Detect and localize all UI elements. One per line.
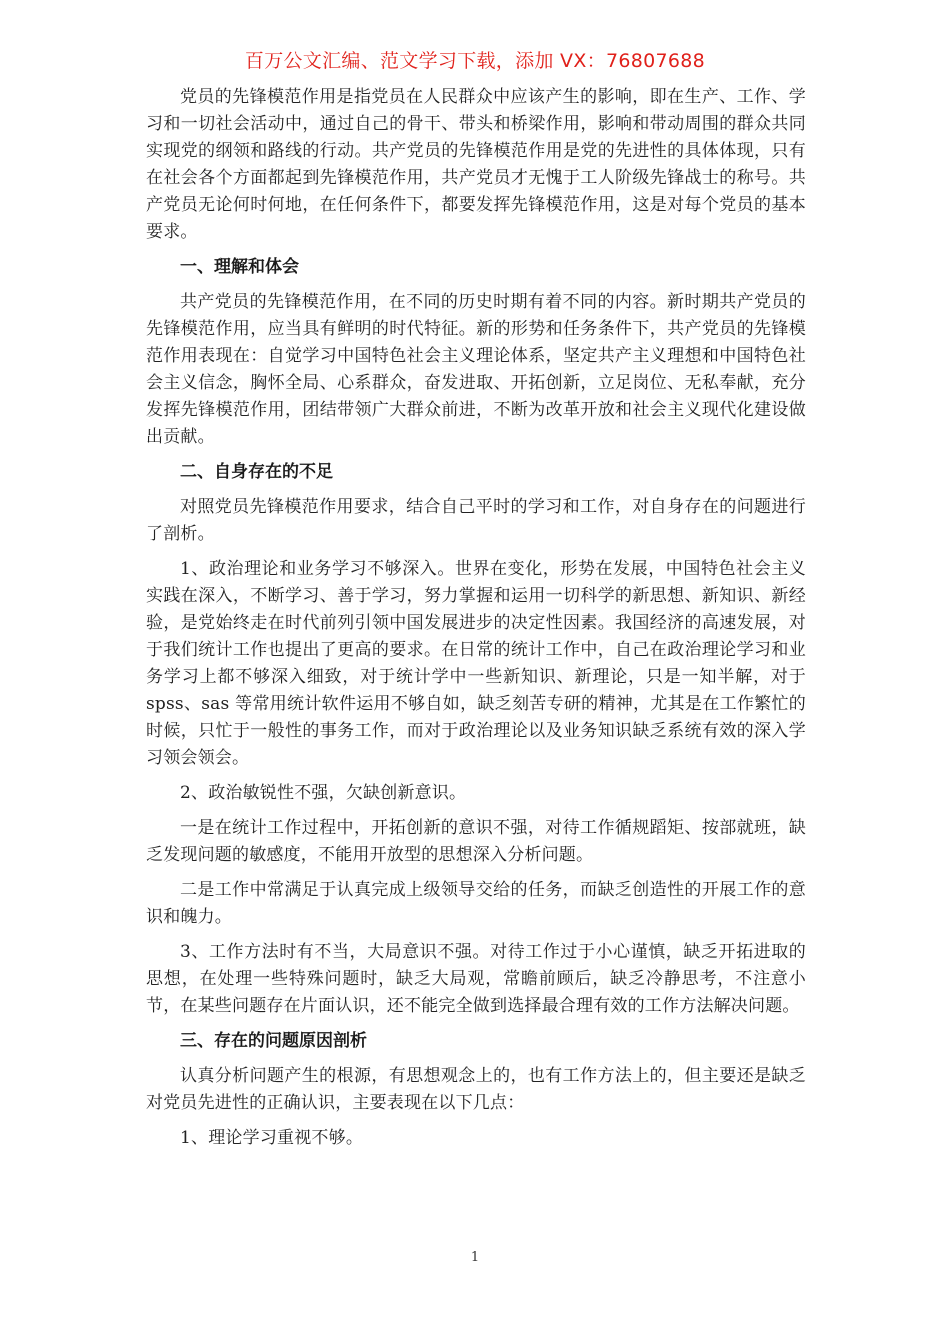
section-heading: 三、存在的问题原因剖析 <box>180 1031 367 1051</box>
paragraph: 一是在统计工作过程中，开拓创新的意识不强，对待工作循规蹈矩、按部就班，缺乏发现问题的敏感度，不能用开放型的思想深入分析问题。 <box>146 818 806 865</box>
paragraph: 2、政治敏锐性不强，欠缺创新意识。 <box>180 783 467 803</box>
paragraph: 党员的先锋模范作用是指党员在人民群众中应该产生的影响，即在生产、工作、学习和一切社会活动中，通过自己的骨干、带头和桥梁作用，影响和带动周围的群众共同实现党的纲领和路线的行动。共产党员的先锋模范作用是党的先进性的具体体现，只有在社会各个方面都起到先锋模范作用，共产党员才无愧于工人阶级先锋战士的称号。共产党员无论何时何地，在任何条件下，都要发挥先锋模范作用，这是对每个党员的基本要求。 <box>146 87 806 242</box>
paragraph: 3、工作方法时有不当，大局意识不强。对待工作过于小心谨慎，缺乏开拓进取的思想，在处理一些特殊问题时，缺乏大局观，常瞻前顾后，缺乏冷静思考，不注意小节，在某些问题存在片面认识，还不能完全做到选择最合理有效的工作方法解决问题。 <box>146 942 806 1016</box>
section-heading: 二、自身存在的不足 <box>180 462 333 482</box>
paragraph: 认真分析问题产生的根源，有思想观念上的，也有工作方法上的，但主要还是缺乏对党员先进性的正确认识，主要表现在以下几点： <box>146 1066 806 1113</box>
page-number: 1 <box>470 1250 480 1265</box>
paragraph: 二是工作中常满足于认真完成上级领导交给的任务，而缺乏创造性的开展工作的意识和魄力。 <box>146 880 806 927</box>
paragraph: 1、政治理论和业务学习不够深入。世界在变化，形势在发展，中国特色社会主义实践在深入，不断学习、善于学习，努力掌握和运用一切科学的新思想、新知识、新经验，是党始终走在时代前列引领中国发展进步的决定性因素。我国经济的高速发展，对于我们统计工作也提出了更高的要求。在日常的统计工作中，自己在政治理论学习和业务学习上都不够深入细致，对于统计学中一些新知识、新理论，只是一知半解，对于 spss、sas 等常用统计软件运用不够自如，缺乏刻苦专研的精神，尤其是在工作繁忙的时候，只忙于一般性的事务工作，而对于政治理论以及业务知识缺乏系统有效的深入学习领会领会。 <box>146 559 806 768</box>
paragraph: 1、理论学习重视不够。 <box>180 1128 364 1148</box>
paragraph: 对照党员先锋模范作用要求，结合自己平时的学习和工作，对自身存在的问题进行了剖析。 <box>146 497 806 544</box>
document-body <box>146 84 806 1160</box>
section-heading: 一、理解和体会 <box>180 257 299 277</box>
promo-banner: 百万公文汇编、范文学习下载，添加 VX：76807688 <box>244 50 706 72</box>
paragraph: 共产党员的先锋模范作用，在不同的历史时期有着不同的内容。新时期共产党员的先锋模范作用，应当具有鲜明的时代特征。新的形势和任务条件下，共产党员的先锋模范作用表现在：自觉学习中国特色社会主义理论体系，坚定共产主义理想和中国特色社会主义信念，胸怀全局、心系群众，奋发进取、开拓创新，立足岗位、无私奉献，充分发挥先锋模范作用，团结带领广大群众前进，不断为改革开放和社会主义现代化建设做出贡献。 <box>146 292 806 447</box>
